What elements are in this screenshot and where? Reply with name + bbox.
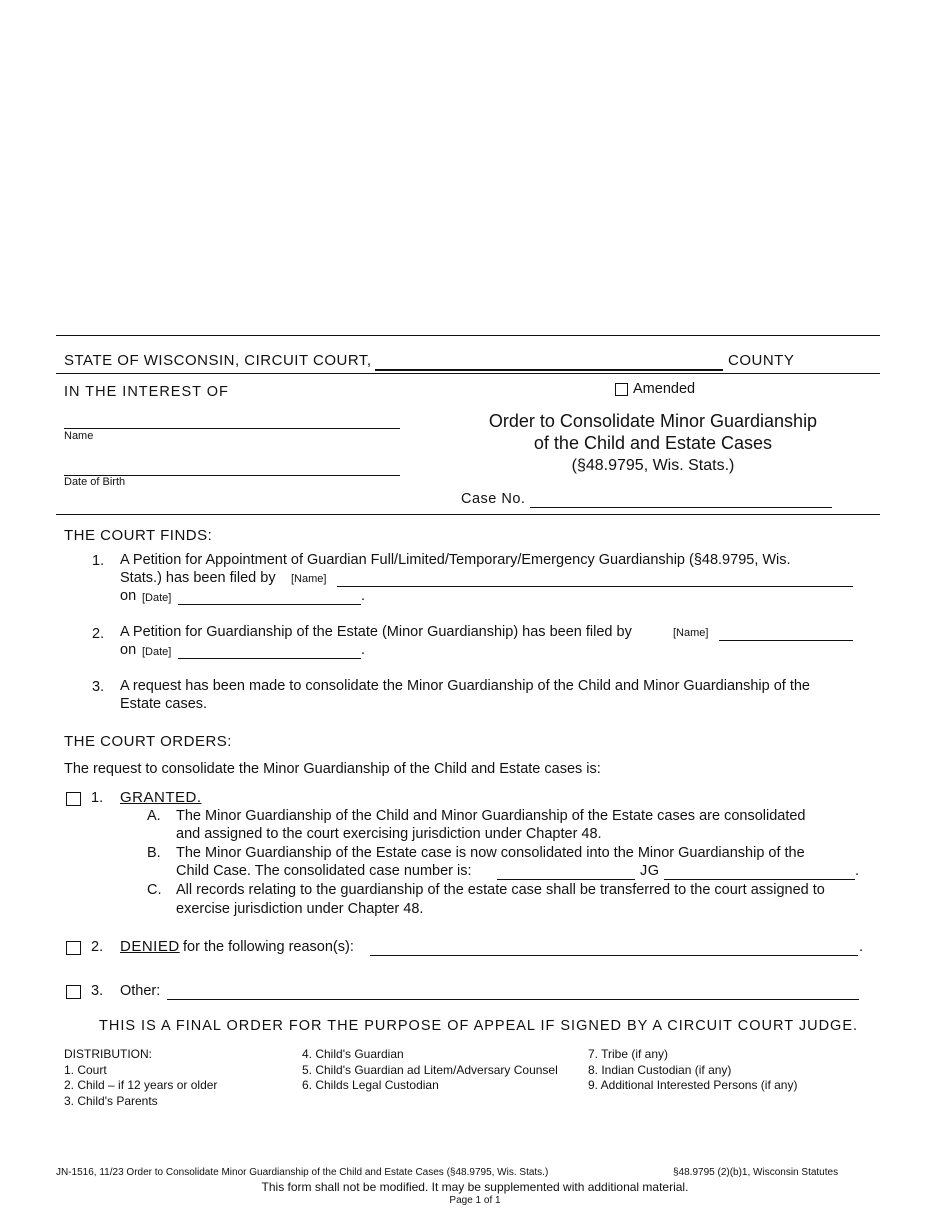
granted-c-line2: exercise jurisdiction under Chapter 48. xyxy=(176,901,424,917)
other-checkbox[interactable] xyxy=(66,985,81,999)
distribution-heading: DISTRIBUTION: xyxy=(64,1047,153,1061)
finding-2-date-input[interactable] xyxy=(178,658,361,659)
finding-1-line2: Stats.) has been filed by xyxy=(120,570,276,586)
distribution-item: 8. Indian Custodian (if any) xyxy=(588,1063,732,1077)
distribution-item: 1. Court xyxy=(64,1063,107,1077)
finding-3-line2: Estate cases. xyxy=(120,696,208,712)
name-label: Name xyxy=(64,430,94,442)
finding-3-number: 3. xyxy=(92,679,105,695)
granted-b-line1: The Minor Guardianship of the Estate case is now consolidated into the Minor Guardianship of the xyxy=(176,845,805,861)
statute-reference: §48.9795 (2)(b)1, Wisconsin Statutes xyxy=(673,1167,839,1178)
top-rule xyxy=(56,335,880,336)
denied-checkbox[interactable] xyxy=(66,941,81,955)
distribution-item: 2. Child – if 12 years or older xyxy=(64,1078,218,1092)
state-court-label: STATE OF WISCONSIN, CIRCUIT COURT, xyxy=(64,352,372,369)
county-input[interactable] xyxy=(375,369,723,371)
case-number-jg: JG xyxy=(640,863,660,879)
finding-1-number: 1. xyxy=(92,553,105,569)
denied-reason-input[interactable] xyxy=(370,955,858,956)
granted-checkbox[interactable] xyxy=(66,792,81,806)
granted-c-letter: C. xyxy=(147,882,162,898)
case-no-label: Case No. xyxy=(461,491,526,507)
distribution-item: 5. Child's Guardian ad Litem/Adversary Counsel xyxy=(302,1063,558,1077)
dob-label: Date of Birth xyxy=(64,476,126,488)
other-label: Other: xyxy=(120,983,161,999)
distribution-item: 9. Additional Interested Persons (if any) xyxy=(588,1078,798,1092)
denied-reason-label: for the following reason(s): xyxy=(183,939,354,955)
finding-2-name-input[interactable] xyxy=(719,640,853,641)
case-no-input[interactable] xyxy=(530,507,832,508)
granted-b-period: . xyxy=(855,863,860,879)
orders-intro: The request to consolidate the Minor Guardianship of the Child and Estate cases is: xyxy=(64,761,601,777)
other-number: 3. xyxy=(91,983,104,999)
form-title-statute: (§48.9795, Wis. Stats.) xyxy=(571,457,735,474)
other-input[interactable] xyxy=(167,999,859,1000)
granted-a-line1: The Minor Guardianship of the Child and Minor Guardianship of the Estate cases are consolidated xyxy=(176,808,806,824)
form-title-line2: of the Child and Estate Cases xyxy=(533,433,773,453)
distribution-item: 4. Child's Guardian xyxy=(302,1047,404,1061)
finding-1-date-tag: [Date] xyxy=(142,592,172,604)
amended-label: Amended xyxy=(633,381,696,397)
form-title-line1: Order to Consolidate Minor Guardianship xyxy=(488,411,818,431)
modification-notice: This form shall not be modified. It may be supplemented with additional material. xyxy=(261,1180,689,1194)
denied-number: 2. xyxy=(91,939,104,955)
name-input[interactable] xyxy=(64,428,400,429)
court-orders-heading: THE COURT ORDERS: xyxy=(64,733,232,750)
distribution-item: 6. Childs Legal Custodian xyxy=(302,1078,439,1092)
distribution-item: 7. Tribe (if any) xyxy=(588,1047,669,1061)
granted-number: 1. xyxy=(91,790,104,806)
case-number-input-2[interactable] xyxy=(664,879,855,880)
case-number-input-1[interactable] xyxy=(497,879,635,880)
finding-1-line1: A Petition for Appointment of Guardian Full/Limited/Temporary/Emergency Guardianship (§48.9795, Wis. xyxy=(120,552,791,568)
finding-3-line1: A request has been made to consolidate the Minor Guardianship of the Child and Minor Guardianship of the xyxy=(120,678,810,694)
form-id: JN-1516, 11/23 Order to Consolidate Minor Guardianship of the Child and Estate Cases (§48.9795, Wis. Stats.) xyxy=(56,1167,549,1178)
finding-2-period: . xyxy=(361,642,366,658)
court-finds-heading: THE COURT FINDS: xyxy=(64,527,213,544)
county-label: COUNTY xyxy=(728,352,795,369)
finding-2-name-tag: [Name] xyxy=(673,627,709,639)
granted-c-line1: All records relating to the guardianship of the estate case shall be transferred to the court assigned to xyxy=(176,882,825,898)
distribution-item: 3. Child's Parents xyxy=(64,1094,158,1108)
finding-1-on: on xyxy=(120,588,137,604)
finding-1-date-input[interactable] xyxy=(178,604,361,605)
finding-2-on: on xyxy=(120,642,137,658)
page-number: Page 1 of 1 xyxy=(449,1195,501,1206)
denied-label: DENIED xyxy=(120,938,180,955)
final-order-notice: THIS IS A FINAL ORDER FOR THE PURPOSE OF APPEAL IF SIGNED BY A CIRCUIT COURT JUDGE. xyxy=(99,1018,859,1034)
granted-a-letter: A. xyxy=(147,808,161,824)
granted-label: GRANTED. xyxy=(120,789,202,806)
finding-1-period: . xyxy=(361,588,366,604)
finding-2-number: 2. xyxy=(92,626,105,642)
amended-checkbox[interactable] xyxy=(615,383,628,396)
in-interest-label: IN THE INTEREST OF xyxy=(64,384,229,400)
granted-b-letter: B. xyxy=(147,845,161,861)
header-rule xyxy=(56,373,880,374)
granted-b-line2: Child Case. The consolidated case number is: xyxy=(176,863,472,879)
finding-1-name-input[interactable] xyxy=(337,586,853,587)
finding-1-name-tag: [Name] xyxy=(291,573,327,585)
denied-period: . xyxy=(859,939,864,955)
finding-2-date-tag: [Date] xyxy=(142,646,172,658)
finding-2-line1: A Petition for Guardianship of the Estate (Minor Guardianship) has been filed by xyxy=(120,624,632,640)
granted-a-line2: and assigned to the court exercising jurisdiction under Chapter 48. xyxy=(176,826,602,842)
findings-rule xyxy=(56,514,880,515)
